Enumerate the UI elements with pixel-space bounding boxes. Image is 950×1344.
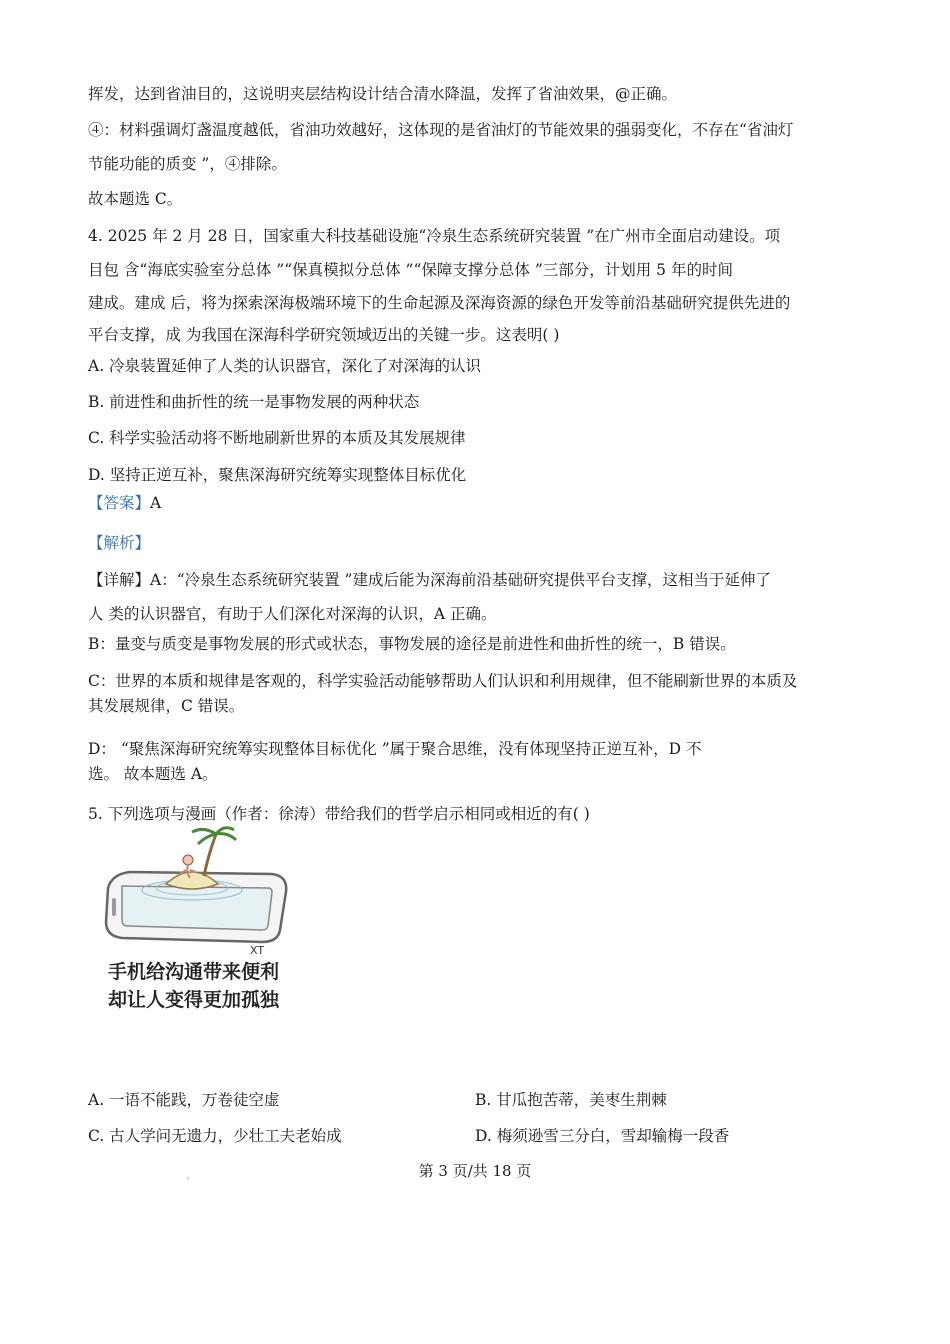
q4-stem-line-4: 平台支撑，成 为我国在深海科学研究领域迈出的关键一步。这表明( ) [88, 326, 560, 344]
cartoon-caption-line-1: 手机给沟通带来便利 [108, 961, 280, 983]
prev-conclusion: 故本题选 C。 [88, 190, 183, 208]
phone-button [112, 898, 116, 916]
cartoon-caption-line-2: 却让人变得更加孤独 [108, 989, 280, 1011]
palm-trunk [204, 834, 216, 876]
detail-line-7: 选。 故本题选 A。 [88, 765, 218, 783]
q5-option-c: C. 古人学问无遗力，少壮工夫老始成 [88, 1127, 342, 1145]
q4-option-d: D. 坚持正逆互补，聚焦深海研究统筹实现整体目标优化 [88, 466, 467, 484]
q4-stem-line-1: 4. 2025 年 2 月 28 日，国家重大科技基础设施“冷泉生态系统研究装置 ”在广州市全面启动建设。项 [88, 227, 781, 245]
detail-line-4: C：世界的本质和规律是客观的，科学实验活动能够帮助人们认识和利用规律，但不能刷新世界的本质及 [88, 672, 798, 690]
answer-label: 【答案】 [88, 494, 151, 512]
q4-option-b: B. 前进性和曲折性的统一是事物发展的两种状态 [88, 393, 420, 411]
phone-screen [122, 886, 272, 930]
prev-analysis-line-1: 挥发，达到省油目的，这说明夹层结构设计结合清水降温，发挥了省油效果，@正确。 [88, 85, 678, 103]
answer-value: A [150, 494, 162, 512]
phone-island-cartoon [100, 826, 300, 1026]
detail-line-5: 其发展规律，C 错误。 [88, 697, 245, 715]
detail-line-6: D： “聚焦深海研究统筹实现整体目标优化 ”属于聚合思维，没有体现坚持正逆互补，D 不 [88, 740, 702, 758]
cartoon-signature: XT [250, 944, 265, 957]
q5-stem: 5. 下列选项与漫画（作者：徐涛）带给我们的哲学启示相同或相近的有( ) [88, 805, 590, 823]
prev-analysis-line-3: 节能功能的质变 ”，④排除。 [88, 155, 287, 173]
answer-line [88, 493, 161, 513]
q4-option-a: A. 冷泉装置延伸了人类的认识器官，深化了对深海的认识 [88, 357, 482, 375]
q5-option-a: A. 一语不能践，万卷徒空虚 [88, 1091, 280, 1109]
cartoon-drawing [100, 826, 300, 1026]
detail-line-1: 【详解】A：“冷泉生态系统研究装置 ”建成后能为深海前沿基础研究提供平台支撑，这相当于延伸了 [88, 571, 771, 589]
detail-line-3: B：量变与质变是事物发展的形式或状态，事物发展的途径是前进性和曲折性的统一，B 错误。 [88, 635, 736, 653]
prev-analysis-line-2: ④：材料强调灯盏温度越低，省油功效越好，这体现的是省油灯的节能效果的强弱变化，不存在“省油灯 [88, 121, 794, 139]
detail-line-2: 人 类的认识器官，有助于人们深化对深海的认识，A 正确。 [88, 605, 497, 623]
q5-option-d: D. 梅须逊雪三分白，雪却输梅一段香 [475, 1127, 730, 1145]
q5-option-b: B. 甘瓜抱苦蒂，美枣生荆棘 [475, 1091, 667, 1109]
analysis-label: 【解析】 [88, 534, 151, 552]
q4-stem-line-2: 目包 含“海底实验室分总体 ”“保真模拟分总体 ”“保障支撑分总体 ”三部分，计划用 5 年的时间 [88, 261, 733, 279]
footer-mark: 。 [186, 1171, 196, 1182]
q4-option-c: C. 科学实验活动将不断地刷新世界的本质及其发展规律 [88, 429, 466, 447]
q4-stem-line-3: 建成。建成 后，将为探索深海极端环境下的生命起源及深海资源的绿色开发等前沿基础研究提供先进的 [88, 294, 791, 312]
person-head [183, 855, 193, 865]
page-number: 第 3 页/共 18 页 [418, 1162, 532, 1180]
